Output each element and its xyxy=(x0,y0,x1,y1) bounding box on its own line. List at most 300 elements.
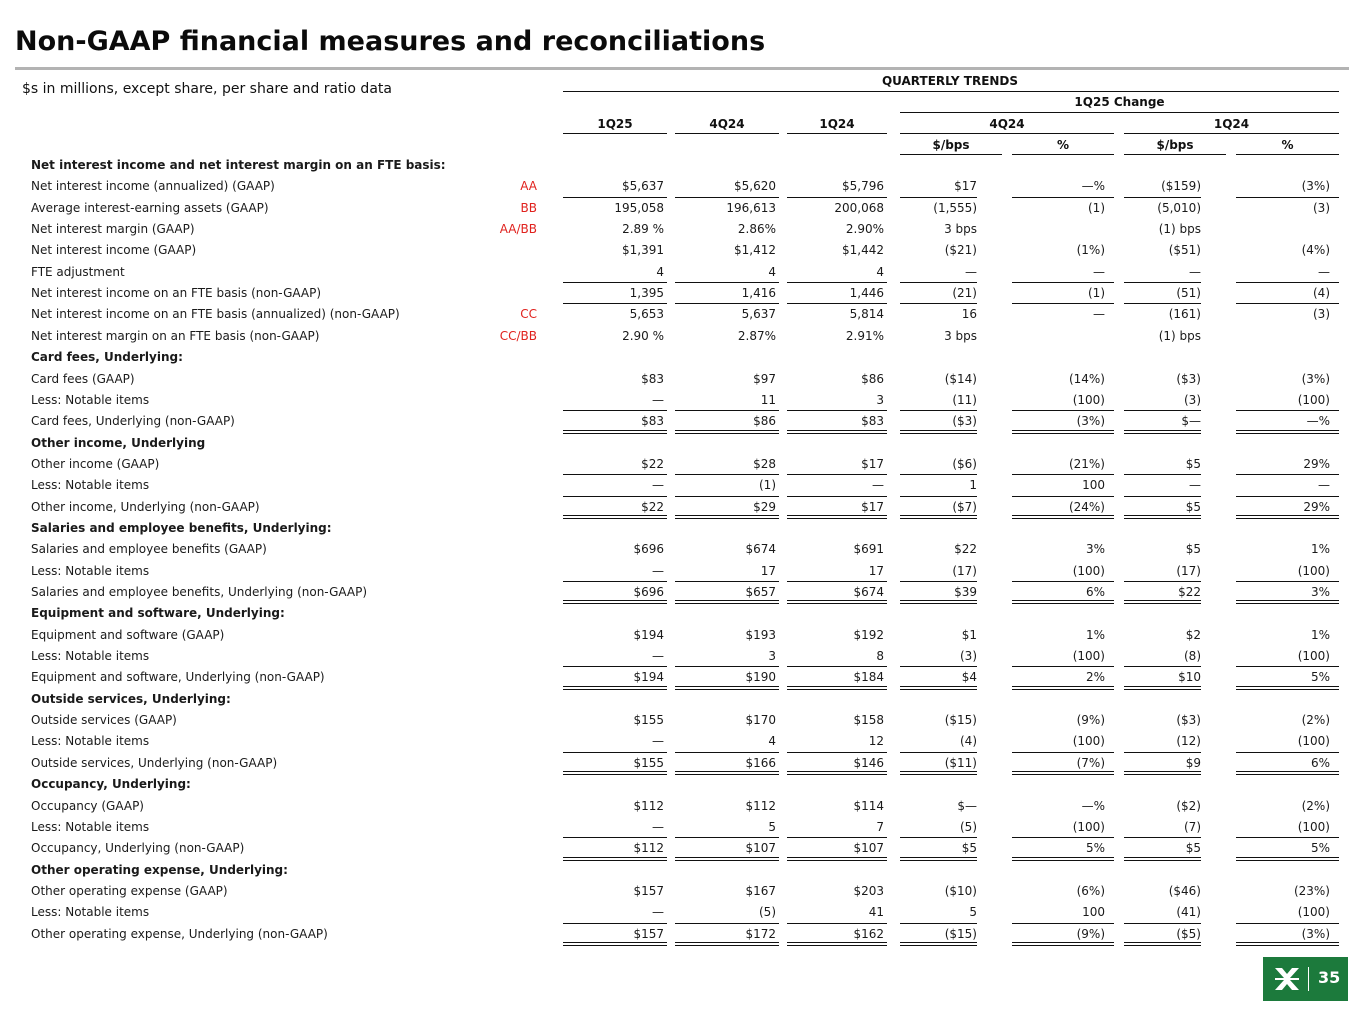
page-title: Non-GAAP financial measures and reconciliations xyxy=(15,26,766,57)
section-label: Other operating expense, Underlying: xyxy=(31,862,288,877)
total-double-rule xyxy=(563,430,667,431)
header-rule-4q24 xyxy=(675,133,779,134)
total-double-rule xyxy=(1012,430,1114,431)
table-row xyxy=(0,625,1365,646)
value-cell: 5% xyxy=(1310,670,1330,685)
value-cell: (14%) xyxy=(1068,371,1105,386)
row-reference xyxy=(480,582,537,603)
value-cell: ($15) xyxy=(944,926,977,941)
value-cell xyxy=(1236,219,1330,240)
value-cell: $170 xyxy=(745,713,776,728)
total-double-rule xyxy=(1236,942,1339,943)
total-double-rule xyxy=(675,603,779,604)
value-cell xyxy=(672,433,776,454)
table-row xyxy=(0,561,1365,582)
value-cell xyxy=(1124,860,1201,881)
row-reference xyxy=(480,155,537,176)
section-header-row xyxy=(0,774,1365,795)
table-row xyxy=(0,902,1365,923)
subtotal-rule xyxy=(1236,282,1339,283)
value-cell: (1) bps xyxy=(1158,328,1201,343)
value-cell: $691 xyxy=(853,542,884,557)
total-double-rule xyxy=(1236,774,1339,775)
value-cell: 11 xyxy=(760,392,776,407)
value-cell: $194 xyxy=(633,627,664,642)
total-double-rule xyxy=(1236,860,1339,861)
value-cell: 2.89 % xyxy=(622,222,664,237)
subtotal-rule xyxy=(787,752,887,753)
row-reference xyxy=(480,731,537,752)
value-cell: — xyxy=(872,478,884,493)
value-cell xyxy=(784,860,884,881)
table-row xyxy=(0,262,1365,283)
value-cell: 3 xyxy=(876,392,884,407)
value-cell: $— xyxy=(1181,414,1201,429)
subtotal-rule xyxy=(1236,496,1339,497)
value-cell xyxy=(672,774,776,795)
value-cell: — xyxy=(652,734,664,749)
value-cell: $166 xyxy=(745,755,776,770)
total-double-rule xyxy=(1012,600,1114,601)
total-double-rule xyxy=(675,689,779,690)
total-double-rule xyxy=(1124,515,1201,516)
subtotal-rule xyxy=(900,474,977,475)
value-cell: 3 bps xyxy=(944,328,977,343)
section-header-row xyxy=(0,433,1365,454)
subtotal-rule xyxy=(900,837,977,838)
value-cell xyxy=(1012,219,1105,240)
total-double-rule xyxy=(787,518,887,519)
total-double-rule xyxy=(1236,945,1339,946)
subtotal-rule xyxy=(675,752,779,753)
value-cell: (100) xyxy=(1072,649,1105,664)
value-cell: 1,395 xyxy=(629,286,664,301)
value-cell: 8 xyxy=(876,649,884,664)
subtotal-rule xyxy=(563,197,667,198)
value-cell: (6%) xyxy=(1076,883,1105,898)
value-cell: 1% xyxy=(1085,627,1105,642)
subtotal-rule xyxy=(1012,837,1114,838)
value-cell: ($3) xyxy=(1176,713,1201,728)
change-group-header: 1Q25 Change xyxy=(1074,95,1165,109)
value-cell: (51) xyxy=(1176,286,1201,301)
value-cell: ($5) xyxy=(1176,926,1201,941)
total-double-rule xyxy=(675,771,779,772)
section-header-row xyxy=(0,155,1365,176)
value-cell: (1) bps xyxy=(1158,222,1201,237)
header-rule-chg-1q24 xyxy=(1124,133,1339,134)
value-cell xyxy=(1236,518,1330,539)
total-double-rule xyxy=(563,774,667,775)
section-header-row xyxy=(0,518,1365,539)
total-double-rule xyxy=(900,860,977,861)
value-cell: $10 xyxy=(1178,670,1201,685)
value-cell: (9%) xyxy=(1076,926,1105,941)
value-cell: 29% xyxy=(1303,456,1330,471)
value-cell xyxy=(1236,155,1330,176)
value-cell: 3% xyxy=(1085,542,1105,557)
row-reference xyxy=(480,860,537,881)
row-reference xyxy=(480,347,537,368)
total-double-rule xyxy=(563,600,667,601)
value-cell: 5 xyxy=(768,819,776,834)
subtotal-rule xyxy=(1124,474,1201,475)
row-label: Card fees, Underlying (non-GAAP) xyxy=(31,414,235,429)
value-cell xyxy=(1236,689,1330,710)
total-double-rule xyxy=(787,433,887,434)
row-reference xyxy=(480,796,537,817)
table-row xyxy=(0,796,1365,817)
value-cell: (100) xyxy=(1297,392,1330,407)
total-double-rule xyxy=(1012,771,1114,772)
value-cell: — xyxy=(652,563,664,578)
value-cell: (2%) xyxy=(1301,798,1330,813)
subtotal-rule xyxy=(900,282,977,283)
subtotal-rule xyxy=(1012,303,1114,304)
total-double-rule xyxy=(675,945,779,946)
value-cell xyxy=(560,433,664,454)
table-row xyxy=(0,198,1365,219)
row-reference: CC xyxy=(520,307,537,322)
value-cell: ($46) xyxy=(1168,883,1201,898)
section-label: Salaries and employee benefits, Underlying: xyxy=(31,520,332,535)
value-cell: 29% xyxy=(1303,499,1330,514)
value-cell: $146 xyxy=(853,755,884,770)
subtotal-rule xyxy=(1236,474,1339,475)
value-cell xyxy=(560,155,664,176)
row-label: Outside services, Underlying (non-GAAP) xyxy=(31,755,278,770)
row-reference xyxy=(480,262,537,283)
row-reference xyxy=(480,283,537,304)
value-cell xyxy=(784,774,884,795)
value-cell xyxy=(1012,689,1105,710)
value-cell xyxy=(900,689,977,710)
row-reference xyxy=(480,433,537,454)
subtotal-rule xyxy=(563,410,667,411)
section-header-row xyxy=(0,603,1365,624)
total-double-rule xyxy=(1124,945,1201,946)
section-header-row xyxy=(0,689,1365,710)
section-label: Other income, Underlying xyxy=(31,435,206,450)
row-reference xyxy=(480,689,537,710)
row-reference: BB xyxy=(520,200,537,215)
value-cell: 5 xyxy=(969,905,977,920)
value-cell: — xyxy=(652,392,664,407)
page-number: 35 xyxy=(1318,968,1341,987)
subtotal-rule xyxy=(900,923,977,924)
value-cell: 200,068 xyxy=(834,200,884,215)
table-row xyxy=(0,326,1365,347)
value-cell: $83 xyxy=(861,414,884,429)
value-cell xyxy=(672,603,776,624)
row-label: Net interest margin (GAAP) xyxy=(31,222,195,237)
value-cell: 4 xyxy=(876,264,884,279)
value-cell: (8) xyxy=(1184,649,1201,664)
value-cell: (1) xyxy=(1088,200,1105,215)
row-label: Less: Notable items xyxy=(31,734,150,749)
section-label: Net interest income and net interest margin on an FTE basis: xyxy=(31,158,446,172)
row-label: FTE adjustment xyxy=(31,264,125,279)
total-double-rule xyxy=(675,857,779,858)
row-reference xyxy=(480,667,537,688)
units-note: $s in millions, except share, per share and ratio data xyxy=(22,81,392,97)
value-cell: ($11) xyxy=(944,755,977,770)
value-cell: 4 xyxy=(768,264,776,279)
total-double-rule xyxy=(1012,603,1114,604)
value-cell: (3) xyxy=(1313,307,1330,322)
value-cell: $184 xyxy=(853,670,884,685)
value-cell: (3%) xyxy=(1076,414,1105,429)
table-row xyxy=(0,881,1365,902)
row-label: Salaries and employee benefits (GAAP) xyxy=(31,542,267,557)
value-cell: $9 xyxy=(1185,755,1201,770)
value-cell: $83 xyxy=(641,414,664,429)
value-cell: — xyxy=(652,905,664,920)
value-cell: $5 xyxy=(1185,841,1201,856)
subtotal-rule xyxy=(675,303,779,304)
value-cell: (7%) xyxy=(1076,755,1105,770)
value-cell: $158 xyxy=(853,713,884,728)
table-row xyxy=(0,283,1365,304)
total-double-rule xyxy=(675,860,779,861)
table-row xyxy=(0,539,1365,560)
total-double-rule xyxy=(1012,942,1114,943)
value-cell: (100) xyxy=(1072,734,1105,749)
value-cell: 3% xyxy=(1310,585,1330,599)
value-cell: (100) xyxy=(1072,563,1105,578)
subheader-pct-a: % xyxy=(1056,138,1070,152)
value-cell: 5,653 xyxy=(629,307,664,322)
value-cell: $157 xyxy=(633,926,664,941)
subtotal-rule xyxy=(900,303,977,304)
subtotal-rule xyxy=(1124,496,1201,497)
value-cell: $83 xyxy=(641,371,664,386)
value-cell: $5,620 xyxy=(734,179,776,194)
value-cell: $192 xyxy=(853,627,884,642)
row-reference xyxy=(480,924,537,945)
value-cell: $194 xyxy=(633,670,664,685)
value-cell: $86 xyxy=(753,414,776,429)
value-cell: ($2) xyxy=(1176,798,1201,813)
value-cell: 2.86% xyxy=(737,222,776,237)
value-cell: (9%) xyxy=(1076,713,1105,728)
total-double-rule xyxy=(787,603,887,604)
subtotal-rule xyxy=(675,496,779,497)
value-cell: $5 xyxy=(961,841,977,856)
table-row xyxy=(0,710,1365,731)
value-cell: — xyxy=(1189,478,1201,493)
brand-logo-icon xyxy=(1273,966,1301,992)
total-double-rule xyxy=(787,860,887,861)
value-cell: 195,058 xyxy=(614,200,664,215)
total-double-rule xyxy=(900,600,977,601)
value-cell: $157 xyxy=(633,883,664,898)
value-cell xyxy=(1124,155,1201,176)
row-reference xyxy=(480,497,537,518)
subtotal-rule xyxy=(787,474,887,475)
total-double-rule xyxy=(1236,430,1339,431)
header-rule-top xyxy=(563,91,1339,92)
subtotal-rule xyxy=(1124,666,1201,667)
subtotal-rule xyxy=(1124,303,1201,304)
row-reference xyxy=(480,710,537,731)
value-cell xyxy=(1012,326,1105,347)
value-cell xyxy=(672,860,776,881)
value-cell: (1) xyxy=(759,478,776,493)
subtotal-rule xyxy=(1012,197,1114,198)
total-double-rule xyxy=(675,433,779,434)
value-cell xyxy=(900,518,977,539)
table-row xyxy=(0,219,1365,240)
value-cell xyxy=(1124,433,1201,454)
value-cell: 6% xyxy=(1310,755,1330,770)
total-double-rule xyxy=(900,771,977,772)
row-label: Less: Notable items xyxy=(31,905,150,920)
value-cell: (24%) xyxy=(1068,499,1105,514)
subtotal-rule xyxy=(1012,666,1114,667)
value-cell: (5) xyxy=(960,819,977,834)
value-cell: (7) xyxy=(1184,819,1201,834)
row-label: Net interest income on an FTE basis (annualized) (non-GAAP) xyxy=(31,307,400,322)
value-cell: 1,416 xyxy=(741,286,776,301)
subtotal-rule xyxy=(1236,923,1339,924)
subtotal-rule xyxy=(787,197,887,198)
value-cell: ($6) xyxy=(952,456,977,471)
value-cell xyxy=(784,689,884,710)
value-cell: —% xyxy=(1081,798,1105,813)
value-cell: 5,637 xyxy=(741,307,776,322)
total-double-rule xyxy=(675,515,779,516)
total-double-rule xyxy=(1236,433,1339,434)
value-cell: ($10) xyxy=(944,883,977,898)
value-cell: $696 xyxy=(633,585,664,599)
row-reference xyxy=(480,817,537,838)
value-cell xyxy=(672,155,776,176)
total-double-rule xyxy=(563,689,667,690)
brand-badge xyxy=(1263,957,1348,1001)
value-cell: $17 xyxy=(954,179,977,194)
total-double-rule xyxy=(1012,433,1114,434)
value-cell xyxy=(900,347,977,368)
subtotal-rule xyxy=(787,282,887,283)
value-cell: ($21) xyxy=(944,243,977,258)
total-double-rule xyxy=(675,430,779,431)
value-cell xyxy=(784,603,884,624)
value-cell: 3 xyxy=(768,649,776,664)
subtotal-rule xyxy=(1236,666,1339,667)
brand-divider xyxy=(1308,967,1309,991)
total-double-rule xyxy=(1124,518,1201,519)
table-row xyxy=(0,475,1365,496)
value-cell: (21%) xyxy=(1068,456,1105,471)
value-cell xyxy=(1012,774,1105,795)
total-double-rule xyxy=(900,430,977,431)
total-double-rule xyxy=(1012,945,1114,946)
value-cell: $5 xyxy=(1185,456,1201,471)
row-label: Salaries and employee benefits, Underlying (non-GAAP) xyxy=(31,585,368,599)
subtotal-rule xyxy=(563,282,667,283)
value-cell: (1%) xyxy=(1076,243,1105,258)
subtotal-rule xyxy=(787,410,887,411)
value-cell: $1,442 xyxy=(842,243,884,258)
total-double-rule xyxy=(563,433,667,434)
value-cell: $114 xyxy=(853,798,884,813)
subtotal-rule xyxy=(675,197,779,198)
subtotal-rule xyxy=(900,197,977,198)
subtotal-rule xyxy=(1012,581,1114,582)
value-cell xyxy=(560,689,664,710)
row-label: Card fees (GAAP) xyxy=(31,371,135,386)
value-cell: 4 xyxy=(768,734,776,749)
value-cell: $— xyxy=(957,798,977,813)
header-rule-change xyxy=(900,112,1339,113)
total-double-rule xyxy=(900,689,977,690)
total-double-rule xyxy=(787,515,887,516)
row-label: Less: Notable items xyxy=(31,819,150,834)
subtotal-rule xyxy=(563,581,667,582)
row-reference xyxy=(480,518,537,539)
row-label: Equipment and software, Underlying (non-GAAP) xyxy=(31,670,325,685)
subheader-bps-b: $/bps xyxy=(1156,138,1194,152)
row-label: Other income, Underlying (non-GAAP) xyxy=(31,499,260,514)
row-label: Occupancy (GAAP) xyxy=(31,798,144,813)
total-double-rule xyxy=(563,942,667,943)
value-cell: 2.87% xyxy=(737,328,776,343)
value-cell xyxy=(900,774,977,795)
total-double-rule xyxy=(563,860,667,861)
value-cell: $22 xyxy=(641,499,664,514)
total-double-rule xyxy=(1236,600,1339,601)
value-cell xyxy=(1012,860,1105,881)
row-label: Less: Notable items xyxy=(31,392,150,407)
row-reference xyxy=(480,411,537,432)
row-reference xyxy=(480,561,537,582)
value-cell: $112 xyxy=(633,841,664,856)
value-cell: $29 xyxy=(753,499,776,514)
value-cell xyxy=(1124,603,1201,624)
row-label: Other operating expense, Underlying (non-GAAP) xyxy=(31,926,328,941)
row-label: Net interest income (annualized) (GAAP) xyxy=(31,179,275,194)
value-cell xyxy=(1124,689,1201,710)
value-cell xyxy=(1236,774,1330,795)
total-double-rule xyxy=(900,433,977,434)
value-cell: $22 xyxy=(954,542,977,557)
value-cell: — xyxy=(1318,264,1330,279)
total-double-rule xyxy=(675,686,779,687)
value-cell: $22 xyxy=(641,456,664,471)
value-cell: (2%) xyxy=(1301,713,1330,728)
value-cell: (3%) xyxy=(1301,926,1330,941)
subtotal-rule xyxy=(1124,581,1201,582)
row-label: Net interest income (GAAP) xyxy=(31,243,197,258)
total-double-rule xyxy=(900,518,977,519)
total-double-rule xyxy=(900,774,977,775)
total-double-rule xyxy=(787,945,887,946)
total-double-rule xyxy=(1236,515,1339,516)
total-double-rule xyxy=(787,771,887,772)
value-cell: (41) xyxy=(1176,905,1201,920)
total-double-rule xyxy=(675,774,779,775)
subtotal-rule xyxy=(1236,197,1339,198)
row-reference xyxy=(480,475,537,496)
value-cell: 17 xyxy=(760,563,776,578)
subtotal-rule xyxy=(1124,923,1201,924)
total-double-rule xyxy=(1012,689,1114,690)
section-label: Occupancy, Underlying: xyxy=(31,777,191,792)
value-cell: 5% xyxy=(1085,841,1105,856)
value-cell: $1,391 xyxy=(622,243,664,258)
total-double-rule xyxy=(1236,771,1339,772)
